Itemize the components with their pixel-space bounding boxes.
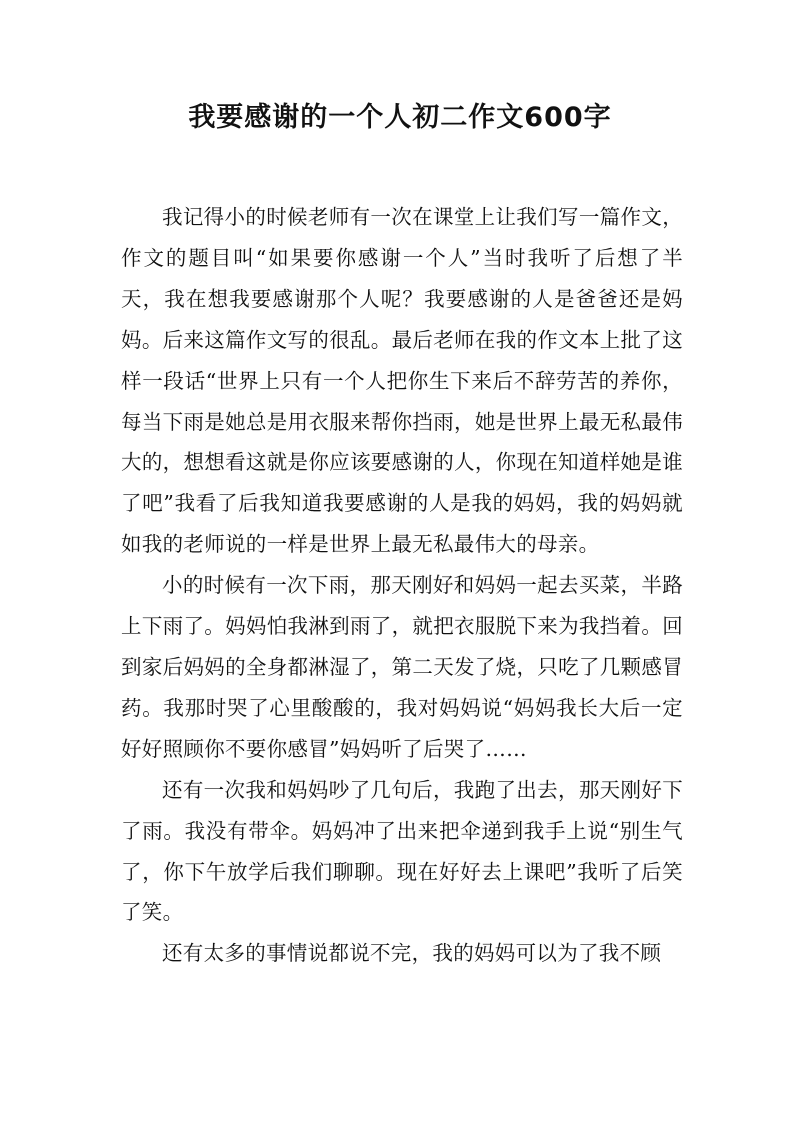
paragraph-1: 我记得小的时候老师有一次在课堂上让我们写一篇作文，作文的题目叫“如果要你感谢一个人”当时我听了后想了半天，我在想我要感谢那个人呢？我要感谢的人是爸爸还是妈妈。后来这篇作文写的很乱。最后老师在我的作文本上批了这样一段话“世界上只有一个人把你生下来后不辞劳苦的养你，每当下雨是她总是用衣服来帮你挡雨，她是世界上最无私最伟大的，想想看这就是你应该要感谢的人，你现在知道样她是谁了吧”我看了后我知道我要感谢的人是我的妈妈，我的妈妈就如我的老师说的一样是世界上最无私最伟大的母亲。 [121,205,683,557]
essay-body [121,197,683,974]
paragraph-3: 还有一次我和妈妈吵了几句后，我跑了出去，那天刚好下了雨。我没有带伞。妈妈冲了出来把伞递到我手上说“别生气了，你下午放学后我们聊聊。现在好好去上课吧”我听了后笑了笑。 [121,777,683,925]
paragraph-2: 小的时候有一次下雨，那天刚好和妈妈一起去买菜，半路上下雨了。妈妈怕我淋到雨了，就把衣服脱下来为我挡着。回到家后妈妈的全身都淋湿了，第二天发了烧，只吃了几颗感冒药。我那时哭了心里酸酸的，我对妈妈说“妈妈我长大后一定好好照顾你不要你感冒”妈妈听了后哭了…… [121,573,683,761]
page-title: 我要感谢的一个人初二作文600字 [188,102,612,133]
paragraph-4: 还有太多的事情说都说不完，我的妈妈可以为了我不顾 [162,941,662,966]
